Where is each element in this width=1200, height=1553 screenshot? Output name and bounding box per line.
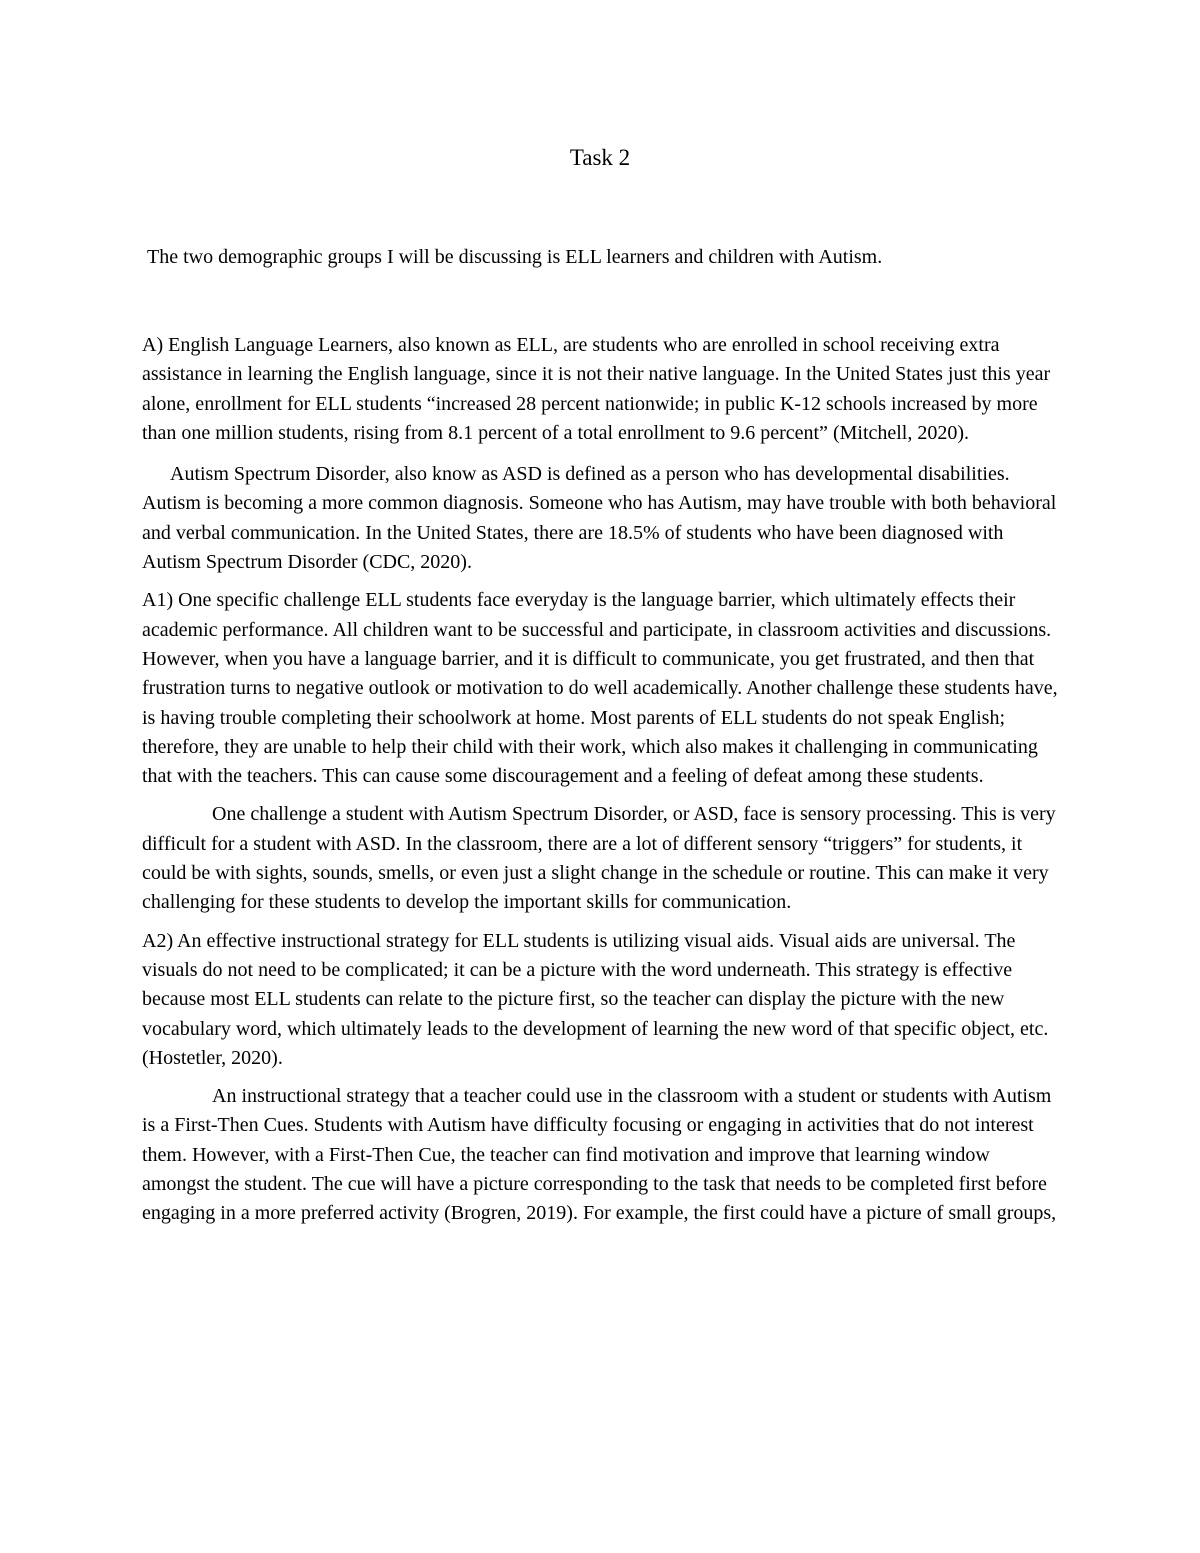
document-body <box>142 331 1062 1238</box>
paragraph-asd-definition: Autism Spectrum Disorder, also know as ASD is defined as a person who has developmental disabilities. Autism is becoming a more common diagnosis. Someone who has Autism, may have trouble with both behavioral and verbal communication. In the United States, there are 18.5% of students who have been diagnosed with Autism Spectrum Disorder (CDC, 2020). <box>142 463 1057 574</box>
paragraph-a-ell: A) English Language Learners, also known as ELL, are students who are enrolled in school receiving extra assistance in learning the English language, since it is not their native language. In the United States just this year alone, enrollment for ELL students “increased 28 percent nationwide; in public K-12 schools increased by more than one million students, rising from 8.1 percent of a total enrollment to 9.6 percent” (Mitchell, 2020). <box>142 334 1051 444</box>
intro-sentence: The two demographic groups I will be discussing is ELL learners and children with Autism. <box>147 246 883 268</box>
document-title: Task 2 <box>569 145 631 170</box>
paragraph-asd-challenge: One challenge a student with Autism Spectrum Disorder, or ASD, face is sensory processing. This is very difficult for a student with ASD. In the classroom, there are a lot of different sensory “triggers” for students, it could be with sights, sounds, smells, or even just a slight change in the schedule or routine. This can make it very challenging for these students to develop the important skills for communication. <box>142 803 1056 914</box>
paragraph-asd-strategy: An instructional strategy that a teacher could use in the classroom with a student or students with Autism is a First-Then Cues. Students with Autism have difficulty focusing or engaging in activities that do not interest them. However, with a First-Then Cue, the teacher can find motivation and improve that learning window amongst the student. The cue will have a picture corresponding to the task that needs to be completed first before engaging in a more preferred activity (Brogren, 2019). For example, the first could have a picture of small groups, <box>142 1085 1057 1225</box>
paragraph-a1-ell-challenge: A1) One specific challenge ELL students face everyday is the language barrier, which ultimately effects their academic performance. All children want to be successful and participate, in classroom activities and discussions. However, when you have a language barrier, and it is difficult to communicate, you get frustrated, and then that frustration turns to negative outlook or motivation to do well academically. Another challenge these students have, is having trouble completing their schoolwork at home. Most parents of ELL students do not speak English; therefore, they are unable to help their child with their work, which also makes it challenging in communicating that with the teachers. This can cause some discouragement and a feeling of defeat among these students. <box>142 589 1058 788</box>
paragraph-a2-ell-strategy: A2) An effective instructional strategy for ELL students is utilizing visual aids. Visual aids are universal. The visuals do not need to be complicated; it can be a picture with the word underneath. This strategy is effective because most ELL students can relate to the picture first, so the teacher can display the picture with the new vocabulary word, which ultimately leads to the development of learning the new word of that specific object, etc. (Hostetler, 2020). <box>142 929 1049 1069</box>
